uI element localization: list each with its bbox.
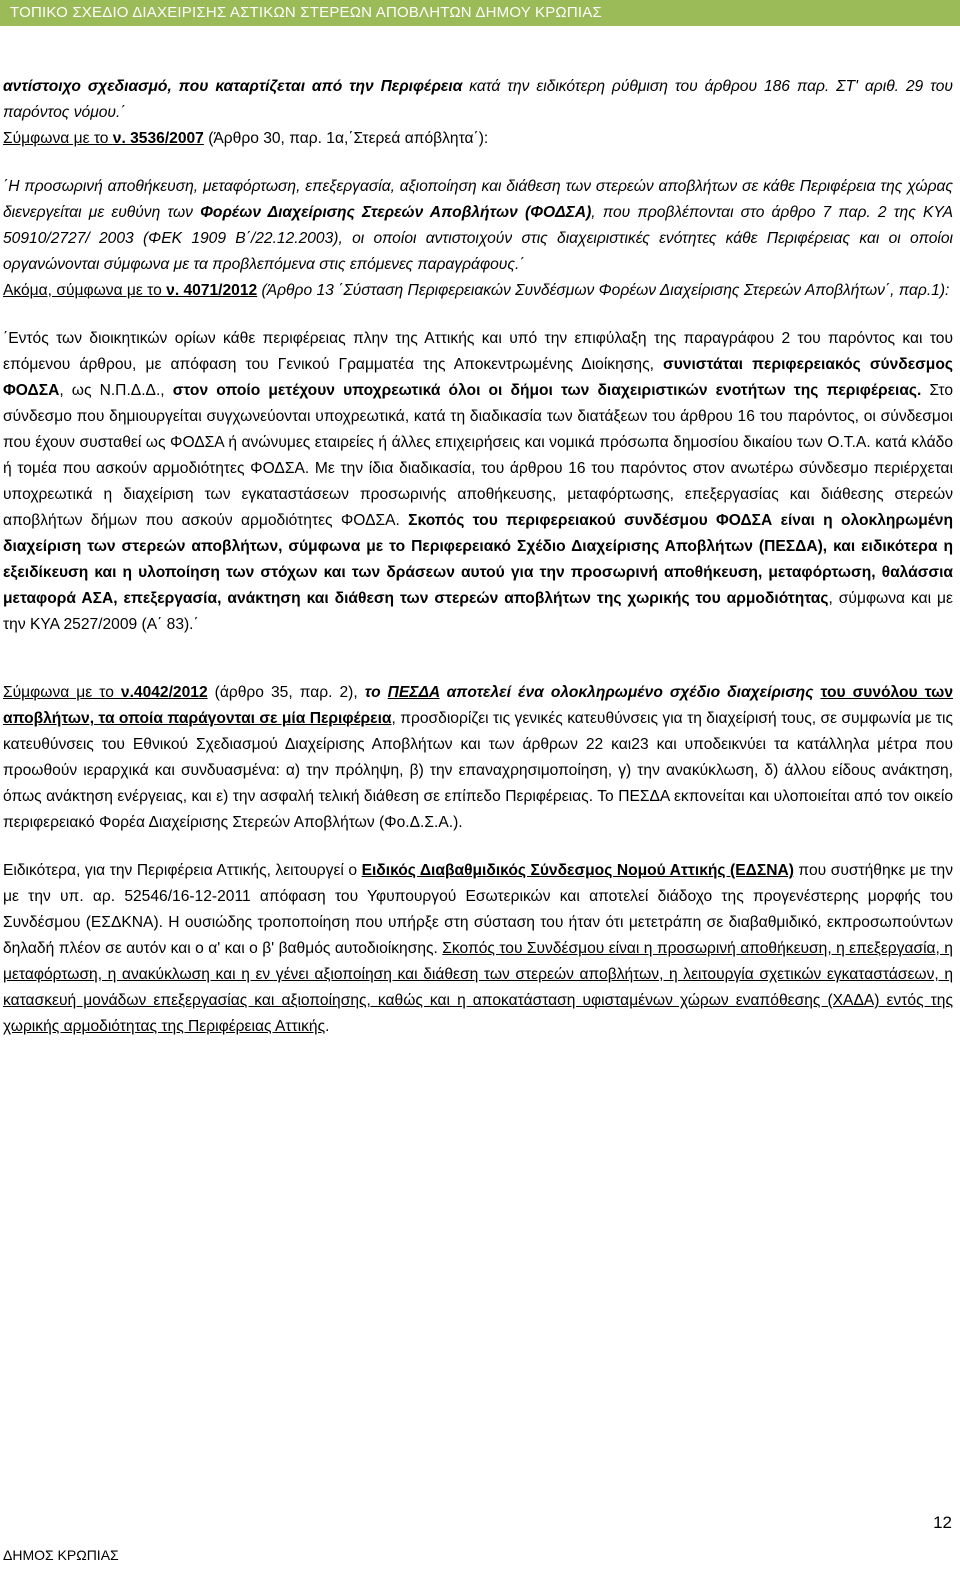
plain-text: Στο σύνδεσμο που δημιουργείται συγχωνεύονται υποχρεωτικά, κατά τη διαδικασία των διατάξεων του άρθρου 16 του παρόντος, οι σύνδεσμοι που έχουν συσταθεί ως ΦΟΔΣΑ ή ανώνυμες εταιρείες ή άλλες επιχειρήσεις και νομικά πρόσωπα δημοσίου δικαίου των Ο.Τ.Α. κατά κλάδο ή τομέα που ασκούν αρμοδιότητες ΦΟΔΣΑ. Με την ίδια διαδικασία, του άρθρου 16 του παρόντος στον ανωτέρω σύνδεσμο περιέρχεται υποχρεωτικά η διαχείριση των εγκαταστάσεων προσωρινής αποθήκευσης, μεταφόρτωσης, επεξεργασίας και διάθεσης στερεών αποβλήτων δήμων που ασκούν αρμοδιότητες ΦΟΔΣΑ. <box>3 382 954 529</box>
paragraph-quote-law-4071 <box>3 326 953 638</box>
plain-text: (Άρθρο 30, παρ. 1α,΄Στερεά απόβλητα΄): <box>203 130 489 147</box>
bold-italic-text: Φορέων Διαχείρισης Στερεών Αποβλήτων (ΦΟΔΣΑ) <box>200 204 592 221</box>
bold-italic-text: αποτελεί ένα ολοκληρωμένο σχέδιο διαχείρισης <box>439 684 821 701</box>
law-reference: ν. 4071/2012 <box>166 282 258 299</box>
law-reference: ν. 3536/2007 <box>112 130 204 147</box>
italic-text: , που προβλέπονται στο άρθρο 7 παρ. 2 της ΚΥΑ 50910/2727/ 2003 (ΦΕΚ 1909 Β΄/22.12.2003), οι οποίοι αντιστοιχούν στις διαχειριστικές ενότητες κάθε Περιφέρειας και οι οποίοι οργανώνονται σύμφωνα με τα προβλεπόμενα στις επόμενες παραγράφους.΄ <box>3 204 953 273</box>
bold-text: στον οποίο μετέχουν υποχρεωτικά όλοι οι δήμοι των διαχειριστικών ενοτήτων της περιφέρειας. <box>172 382 922 399</box>
paragraph-law-4042 <box>3 680 953 836</box>
bold-italic-text: αντίστοιχο σχεδιασμό, που καταρτίζεται από την Περιφέρεια <box>3 78 463 95</box>
footer-text: ΔΗΜΟΣ ΚΡΩΠΙΑΣ <box>3 1547 119 1563</box>
paragraph-quote-law-3536 <box>3 174 953 278</box>
law-reference: ν.4042/2012 <box>120 684 208 701</box>
plain-text: . <box>325 1018 330 1035</box>
italic-text: ΄Η προσωρινή αποθήκευση, μεταφόρτωση, επεξεργασία, αξιοποίηση και διάθεση των στερεών αποβλήτων σε κάθε Περιφέρεια της χώρας διενεργείται με ευθύνη των <box>3 178 953 221</box>
plain-text: (άρθρο 35, παρ. 2), <box>207 684 365 701</box>
running-header: ΤΟΠΙΚΟ ΣΧΕΔΙΟ ΔΙΑΧΕΙΡΙΣΗΣ ΑΣΤΙΚΩΝ ΣΤΕΡΕΩΝ ΑΠΟΒΛΗΤΩΝ ΔΗΜΟΥ ΚΡΩΠΙΑΣ <box>0 0 960 26</box>
underlined-text: Σύμφωνα με το <box>3 684 121 701</box>
plain-text: , ως Ν.Π.Δ.Δ., <box>59 382 173 399</box>
bold-underlined-text: Ειδικός Διαβαθμιδικός Σύνδεσμος Νομού Αττικής (ΕΔΣΝΑ) <box>361 862 794 879</box>
plain-text: ΄Εντός των διοικητικών ορίων κάθε περιφέρειας πλην της Αττικής και υπό την επιφύλαξη της παραγράφου 2 του παρόντος και του επόμενου άρθρου, με απόφαση του Γενικού Γραμματέα της Αποκεντρωμένης Διοίκησης, <box>3 330 953 373</box>
bold-text: Σκοπός του περιφερειακού συνδέσμου ΦΟΔΣΑ είναι η ολοκληρωμένη διαχείριση των στερεών αποβλήτων, σύμφωνα με το Περιφερειακό Σχέδιο Διαχείρισης Αποβλήτων (ΠΕΣΔΑ), και ειδικότερα η εξειδίκευση και η υλοποίηση των στόχων και των δράσεων αυτού για την προσωρινή αποθήκευση, μεταφόρτωση, θαλάσσια μεταφορά ΑΣΑ, επεξεργασία, ανάκτηση και διάθεση των στερεών αποβλήτων της χωρικής του αρμοδιότητας <box>3 512 953 607</box>
plain-text: που συστήθηκε με την με την υπ. αρ. 52546/16-12-2011 απόφαση του Υφυπουργού Εσωτερικών και αποτελεί διάδοχο της προγενέστερης μορφής του Συνδέσμου (ΕΣΔΚΝΑ). Η ουσιώδης τροποποίηση που υπήρξε στη σύσταση του ήταν ότι μετετράπη σε διαβαθμιδικό, εκπροσωπούντων δηλαδή πλέον σε αυτόν και ο α' και ο β' βαθμός αυτοδιοίκησης. <box>3 862 953 957</box>
underlined-text: Σκοπός του Συνδέσμου είναι η προσωρινή αποθήκευση, η επεξεργασία, η μεταφόρτωση, η ανακύκλωση και η εν γένει αξιοποίηση και διάθεση των στερεών αποβλήτων, η λειτουργία σχετικών εγκαταστάσεων, η κατασκευή μονάδων επεξεργασίας και αξιοποίησης, καθώς και η αποκατάσταση υφισταμένων χώρων εναπόθεσης (ΧΑΔΑ) εντός της χωρικής αρμοδιότητας της Περιφέρειας Αττικής <box>3 940 953 1035</box>
paragraph-law-3536 <box>3 126 953 152</box>
page-number: 12 <box>933 1513 952 1532</box>
bold-underlined-text: του συνόλου των αποβλήτων, τα οποία παράγονται σε μία Περιφέρεια <box>3 684 954 727</box>
bold-text: συνιστάται περιφερειακός σύνδεσμος ΦΟΔΣΑ <box>3 356 953 399</box>
paragraph-law-4071 <box>3 278 953 304</box>
bold-italic-underlined-text: ΠΕΣΔΑ <box>387 684 440 701</box>
plain-text: Ειδικότερα, για την Περιφέρεια Αττικής, λειτουργεί ο <box>3 862 362 879</box>
italic-text: (Άρθρο 13 ΄Σύσταση Περιφερειακών Συνδέσμων Φορέων Διαχείρισης Στερεών Αποβλήτων΄, παρ.1): <box>257 282 950 299</box>
underlined-text: Σύμφωνα με το <box>3 130 113 147</box>
paragraph-law-continuation <box>3 74 953 126</box>
paragraph-attica <box>3 858 953 1040</box>
underlined-text: Ακόμα, σύμφωνα με το <box>3 282 167 299</box>
plain-text: , σύμφωνα και με την ΚΥΑ 2527/2009 (Α΄ 83).΄ <box>3 590 953 633</box>
italic-text: κατά την ειδικότερη ρύθμιση του άρθρου 186 παρ. ΣΤ' αριθ. 29 του παρόντος νόμου.΄ <box>3 78 953 121</box>
document-body <box>3 74 953 1040</box>
bold-italic-text: το <box>364 684 388 701</box>
plain-text: , προσδιορίζει τις γενικές κατευθύνσεις για τη διαχείρισή τους, σε συμφωνία με τις κατευθύνσεις του Εθνικού Σχεδιασμού Διαχείρισης Αποβλήτων και των άρθρων 22 και23 και υποδεικνύει τα κατάλληλα μέτρα που προωθούν ιεραρχικά και συνδυασμένα: α) την πρόληψη, β) την επαναχρησιμοποίηση, γ) την ανακύκλωση, δ) άλλου είδους ανάκτηση, όπως ανάκτηση ενέργειας, και ε) την ασφαλή τελική διάθεση σε επίπεδο Περιφέρειας. Το ΠΕΣΔΑ εκπονείται και υλοποιείται από τον οικείο περιφερειακό Φορέα Διαχείρισης Στερεών Αποβλήτων (Φο.Δ.Σ.Α.). <box>3 710 953 831</box>
